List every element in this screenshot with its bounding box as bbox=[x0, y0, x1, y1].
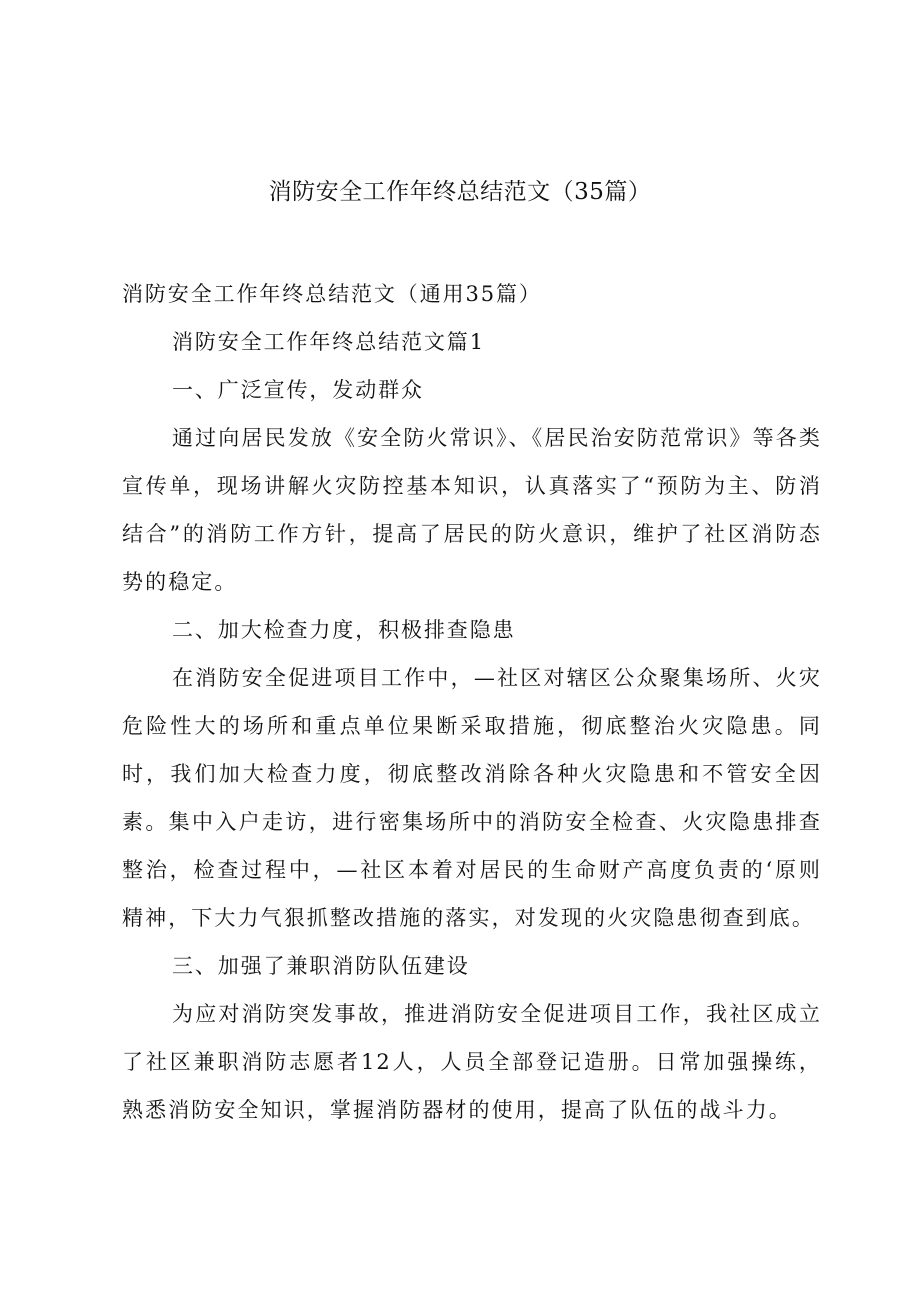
paragraph-2: 在消防安全促进项目工作中，—社区对辖区公众聚集场所、火灾危险性大的场所和重点单位果断采取措施，彻底整治火灾隐患。同时，我们加大检查力度，彻底整改消除各种火灾隐患和不管安全因素。集中入户走访，进行密集场所中的消防安全检查、火灾隐患排查整治，检查过程中，—社区本着对居民的生命财产高度负责的‘原则精神，下大力气狠抓整改措施的落实，对发现的火灾隐患彻查到底。 bbox=[122, 666, 822, 930]
document-subtitle: 消防安全工作年终总结范文（通用35篇） bbox=[122, 282, 542, 306]
heading-1: 一、广泛宣传，发动群众 bbox=[172, 378, 424, 402]
document-title: 消防安全工作年终总结范文（35篇） bbox=[268, 179, 652, 205]
heading-2: 二、加大检查力度，积极排查隐患 bbox=[172, 618, 516, 642]
document-body bbox=[122, 270, 822, 1134]
paragraph-1: 通过向居民发放《安全防火常识》、《居民治安防范常识》等各类宣传单，现场讲解火灾防控基本知识，认真落实了“预防为主、防消结合”的消防工作方针，提高了居民的防火意识，维护了社区消防态势的稳定。 bbox=[122, 426, 822, 594]
section-heading: 消防安全工作年终总结范文篇1 bbox=[172, 330, 485, 354]
heading-3: 三、加强了兼职消防队伍建设 bbox=[172, 954, 470, 978]
paragraph-3: 为应对消防突发事故，推进消防安全促进项目工作，我社区成立了社区兼职消防志愿者12人，人员全部登记造册。日常加强操练，熟悉消防安全知识，掌握消防器材的使用，提高了队伍的战斗力。 bbox=[122, 1002, 822, 1122]
